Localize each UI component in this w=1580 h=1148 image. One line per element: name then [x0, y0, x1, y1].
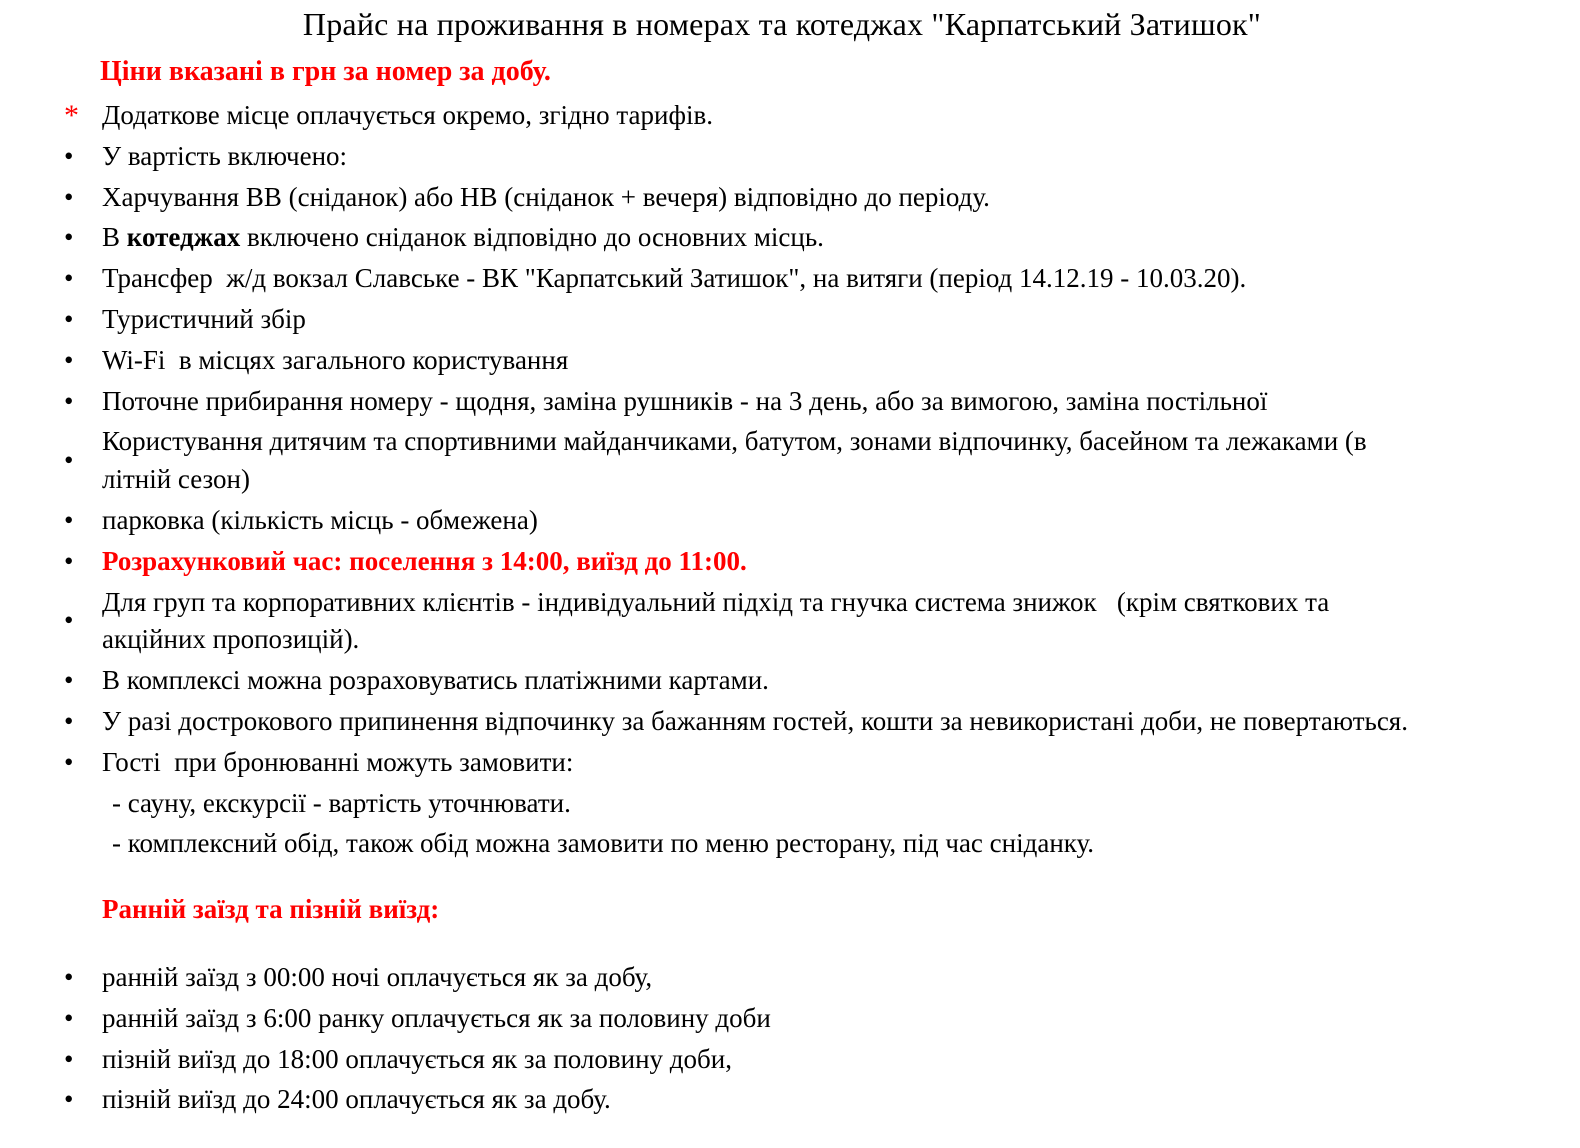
bullet-icon: •	[64, 1002, 74, 1033]
list-item	[62, 703, 1502, 741]
list-item-text	[102, 301, 1412, 339]
text-segment: Для груп та корпоративних клієнтів - індивідуальний підхід та гнучка система знижок (крім святкових та акційних пропозицій).	[102, 586, 1336, 655]
list-item	[62, 662, 1502, 700]
list-item-text	[102, 97, 1412, 135]
bullet-icon: •	[64, 746, 74, 777]
list-item-text	[102, 1041, 1412, 1079]
text-segment: Додаткове місце оплачується окремо, згідно тарифів.	[102, 100, 713, 130]
list-item-text	[102, 423, 1412, 499]
list-item	[62, 383, 1502, 421]
list-item	[62, 138, 1502, 176]
bullet-icon: •	[64, 140, 74, 171]
bullet-icon: •	[64, 665, 74, 696]
text-segment: парковка (кількість місць - обмежена)	[102, 504, 538, 535]
list-item	[62, 301, 1502, 339]
text-segment: Харчування BB (сніданок) або HB (сніданок + вечеря) відповідно до періоду.	[102, 181, 990, 212]
text-segment: Гості при бронюванні можуть замовити:	[102, 746, 574, 777]
list-item-text	[102, 219, 1412, 257]
bullet-icon: •	[64, 445, 74, 476]
list-item	[62, 584, 1502, 660]
text-segment: включено сніданок відповідно до основних місць.	[240, 222, 824, 253]
text-segment: ранній заїзд з 00:00 ночі оплачується як за добу,	[102, 961, 653, 992]
list-item-text	[102, 703, 1412, 741]
asterisk-icon: *	[64, 98, 79, 132]
list-item	[62, 260, 1502, 298]
prices-note: Ціни вказані в грн за номер за добу.	[100, 56, 551, 87]
list-item-text	[102, 1081, 1412, 1119]
bullet-icon: •	[64, 961, 74, 992]
bullet-icon: •	[64, 263, 74, 294]
text-segment: В	[102, 222, 127, 253]
bullet-icon: •	[64, 1043, 74, 1074]
bullet-icon: •	[64, 303, 74, 334]
list-item	[62, 1081, 1502, 1119]
text-segment: Користування дитячим та спортивними майданчиками, батутом, зонами відпочинку, басейном та лежаками (в літній сезон)	[102, 426, 1374, 495]
list-item	[62, 959, 1502, 997]
bullet-icon: •	[64, 385, 74, 416]
text-segment: Розрахунковий час: поселення з 14:00, виїзд до 11:00.	[102, 545, 747, 576]
text-segment: котеджах	[126, 222, 241, 253]
text-segment: ранній заїзд з 6:00 ранку оплачується як за половину доби	[102, 1002, 771, 1033]
bullet-icon: •	[64, 1084, 74, 1115]
text-segment: - сауну, екскурсії - вартість уточнювати.	[112, 787, 571, 818]
list-item-text	[102, 891, 1412, 929]
bullet-icon: •	[64, 181, 74, 212]
list-item	[62, 502, 1502, 540]
bullet-icon: •	[64, 344, 74, 375]
text-segment: Поточне прибирання номеру - щодня, заміна рушників - на 3 день, або за вимогою, заміна постільної	[102, 385, 1268, 416]
list-item	[62, 423, 1502, 499]
text-segment: пізній виїзд до 24:00 оплачується як за добу.	[102, 1084, 611, 1115]
list-item	[62, 219, 1502, 257]
bullet-icon: •	[64, 222, 74, 253]
list-item-text	[102, 662, 1412, 700]
list-item	[62, 1000, 1502, 1038]
list-item-text	[102, 138, 1412, 176]
bullet-icon: •	[64, 545, 74, 576]
text-segment: Ранній заїзд та пізній виїзд:	[102, 894, 440, 925]
bullet-list	[62, 97, 1502, 1119]
text-segment: - комплексний обід, також обід можна замовити по меню ресторану, під час сніданку.	[112, 828, 1095, 859]
text-segment: пізній виїзд до 18:00 оплачується як за половину доби,	[102, 1043, 732, 1074]
bullet-icon: •	[64, 705, 74, 736]
list-item	[62, 543, 1502, 581]
bullet-icon: •	[64, 605, 74, 636]
list-item	[62, 97, 1502, 135]
text-segment: У вартість включено:	[102, 140, 348, 171]
list-item	[62, 342, 1502, 380]
text-segment: У разі дострокового припинення відпочинку за бажанням гостей, кошти за невикористані доби, не повертаються.	[102, 705, 1408, 736]
list-item-text	[102, 1000, 1412, 1038]
bullet-icon: •	[64, 504, 74, 535]
list-item-text	[102, 584, 1412, 660]
text-segment: Wi-Fi в місцях загального користування	[102, 344, 569, 375]
list-item	[62, 179, 1502, 217]
list-item-text	[102, 785, 1422, 823]
text-segment: В комплексі можна розраховуватись платіжними картами.	[102, 665, 769, 696]
list-item-text	[102, 179, 1412, 217]
text-segment: Трансфер ж/д вокзал Славське - ВК "Карпатський Затишок", на витяги (період 14.12.19 - 10.03.20).	[102, 263, 1247, 294]
list-item	[62, 744, 1502, 782]
list-item	[62, 825, 1502, 863]
list-item-text	[102, 342, 1412, 380]
list-item-text	[102, 543, 1412, 581]
list-item	[62, 1041, 1502, 1079]
list-item-text	[102, 502, 1412, 540]
list-item-text	[102, 744, 1412, 782]
text-segment: Туристичний збір	[102, 303, 306, 334]
list-item-text	[102, 959, 1412, 997]
list-item-text	[102, 260, 1412, 298]
list-item-text	[102, 825, 1422, 863]
list-item-text	[102, 383, 1412, 421]
page-title: Прайс на проживання в номерах та котеджах "Карпатський Затишок"	[302, 6, 1262, 42]
section-header	[62, 891, 1502, 929]
list-item	[62, 785, 1502, 823]
